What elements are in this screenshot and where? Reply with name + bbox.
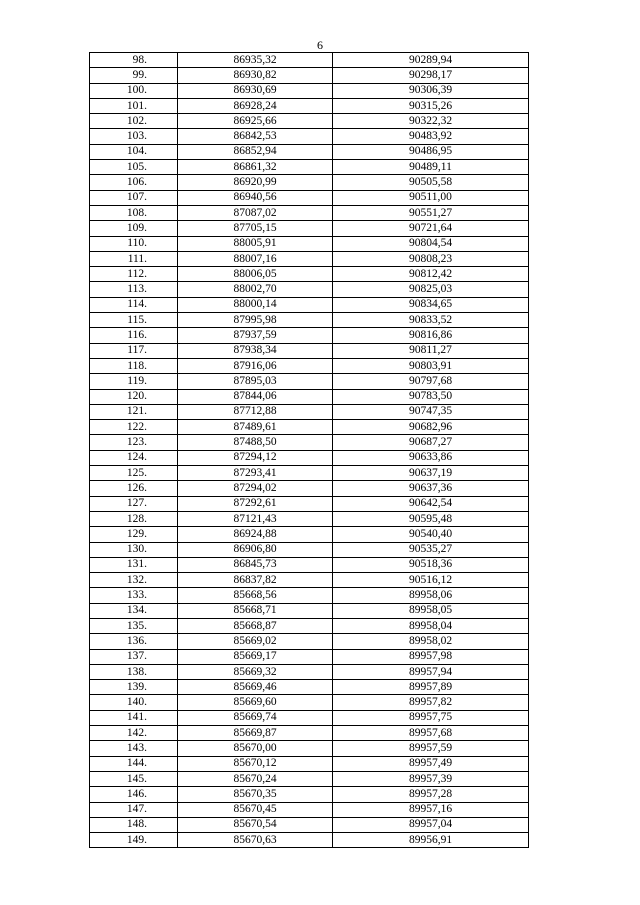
point-number-cell: 116. [90, 328, 178, 343]
point-number-cell: 131. [90, 557, 178, 572]
x-coordinate-cell: 85670,24 [178, 771, 333, 786]
table-row [90, 588, 529, 603]
y-coordinate-cell: 89957,59 [333, 741, 529, 756]
y-coordinate-cell: 90803,91 [333, 358, 529, 373]
table-row [90, 450, 529, 465]
point-number-cell: 108. [90, 205, 178, 220]
y-coordinate-cell: 90825,03 [333, 282, 529, 297]
table-row [90, 634, 529, 649]
point-number-cell: 100. [90, 83, 178, 98]
point-number-cell: 149. [90, 833, 178, 848]
point-number-cell: 133. [90, 588, 178, 603]
y-coordinate-cell: 90797,68 [333, 374, 529, 389]
point-number-cell: 139. [90, 680, 178, 695]
table-row [90, 420, 529, 435]
x-coordinate-cell: 85669,74 [178, 710, 333, 725]
table-row [90, 787, 529, 802]
point-number-cell: 145. [90, 771, 178, 786]
point-number-cell: 101. [90, 98, 178, 113]
point-number-cell: 114. [90, 297, 178, 312]
y-coordinate-cell: 89958,06 [333, 588, 529, 603]
y-coordinate-cell: 90505,58 [333, 175, 529, 190]
x-coordinate-cell: 85670,54 [178, 817, 333, 832]
x-coordinate-cell: 86837,82 [178, 573, 333, 588]
y-coordinate-cell: 90808,23 [333, 251, 529, 266]
y-coordinate-cell: 90783,50 [333, 389, 529, 404]
table-row [90, 557, 529, 572]
y-coordinate-cell: 89958,04 [333, 618, 529, 633]
point-number-cell: 121. [90, 404, 178, 419]
x-coordinate-cell: 85670,63 [178, 833, 333, 848]
table-row [90, 343, 529, 358]
point-number-cell: 137. [90, 649, 178, 664]
y-coordinate-cell: 90540,40 [333, 527, 529, 542]
table-row [90, 389, 529, 404]
x-coordinate-cell: 85670,35 [178, 787, 333, 802]
table-row [90, 496, 529, 511]
point-number-cell: 144. [90, 756, 178, 771]
table-row [90, 267, 529, 282]
point-number-cell: 128. [90, 511, 178, 526]
y-coordinate-cell: 90804,54 [333, 236, 529, 251]
x-coordinate-cell: 85670,45 [178, 802, 333, 817]
table-row [90, 726, 529, 741]
table-row [90, 129, 529, 144]
x-coordinate-cell: 85669,46 [178, 680, 333, 695]
y-coordinate-cell: 89958,02 [333, 634, 529, 649]
table-row [90, 98, 529, 113]
y-coordinate-cell: 90812,42 [333, 267, 529, 282]
y-coordinate-cell: 89957,28 [333, 787, 529, 802]
y-coordinate-cell: 89957,82 [333, 695, 529, 710]
table-row [90, 404, 529, 419]
x-coordinate-cell: 86845,73 [178, 557, 333, 572]
point-number-cell: 126. [90, 481, 178, 496]
point-number-cell: 120. [90, 389, 178, 404]
table-row [90, 221, 529, 236]
table-row [90, 328, 529, 343]
x-coordinate-cell: 86930,82 [178, 68, 333, 83]
point-number-cell: 141. [90, 710, 178, 725]
table-row [90, 190, 529, 205]
table-row [90, 374, 529, 389]
table-row [90, 771, 529, 786]
table-row [90, 817, 529, 832]
x-coordinate-cell: 87705,15 [178, 221, 333, 236]
point-number-cell: 99. [90, 68, 178, 83]
point-number-cell: 125. [90, 466, 178, 481]
y-coordinate-cell: 90637,36 [333, 481, 529, 496]
point-number-cell: 119. [90, 374, 178, 389]
point-number-cell: 142. [90, 726, 178, 741]
x-coordinate-cell: 87087,02 [178, 205, 333, 220]
table-row [90, 833, 529, 848]
table-row [90, 527, 529, 542]
y-coordinate-cell: 90687,27 [333, 435, 529, 450]
table-row [90, 466, 529, 481]
point-number-cell: 146. [90, 787, 178, 802]
x-coordinate-cell: 87294,12 [178, 450, 333, 465]
y-coordinate-cell: 90747,35 [333, 404, 529, 419]
x-coordinate-cell: 87844,06 [178, 389, 333, 404]
point-number-cell: 143. [90, 741, 178, 756]
point-number-cell: 104. [90, 144, 178, 159]
y-coordinate-cell: 90518,36 [333, 557, 529, 572]
y-coordinate-cell: 89957,75 [333, 710, 529, 725]
table-row [90, 251, 529, 266]
y-coordinate-cell: 90595,48 [333, 511, 529, 526]
x-coordinate-cell: 86861,32 [178, 160, 333, 175]
point-number-cell: 124. [90, 450, 178, 465]
x-coordinate-cell: 85669,87 [178, 726, 333, 741]
coordinates-table [89, 52, 529, 848]
y-coordinate-cell: 89957,04 [333, 817, 529, 832]
point-number-cell: 110. [90, 236, 178, 251]
table-row [90, 741, 529, 756]
point-number-cell: 132. [90, 573, 178, 588]
x-coordinate-cell: 87489,61 [178, 420, 333, 435]
point-number-cell: 127. [90, 496, 178, 511]
x-coordinate-cell: 85669,02 [178, 634, 333, 649]
y-coordinate-cell: 90816,86 [333, 328, 529, 343]
x-coordinate-cell: 86935,32 [178, 53, 333, 68]
point-number-cell: 102. [90, 114, 178, 129]
point-number-cell: 98. [90, 53, 178, 68]
point-number-cell: 136. [90, 634, 178, 649]
y-coordinate-cell: 89957,16 [333, 802, 529, 817]
y-coordinate-cell: 90551,27 [333, 205, 529, 220]
y-coordinate-cell: 90315,26 [333, 98, 529, 113]
x-coordinate-cell: 86920,99 [178, 175, 333, 190]
x-coordinate-cell: 86842,53 [178, 129, 333, 144]
y-coordinate-cell: 90306,39 [333, 83, 529, 98]
y-coordinate-cell: 89957,68 [333, 726, 529, 741]
point-number-cell: 103. [90, 129, 178, 144]
y-coordinate-cell: 89958,05 [333, 603, 529, 618]
point-number-cell: 134. [90, 603, 178, 618]
y-coordinate-cell: 90511,00 [333, 190, 529, 205]
table-row [90, 358, 529, 373]
point-number-cell: 130. [90, 542, 178, 557]
x-coordinate-cell: 87937,59 [178, 328, 333, 343]
point-number-cell: 115. [90, 313, 178, 328]
x-coordinate-cell: 86928,24 [178, 98, 333, 113]
y-coordinate-cell: 90833,52 [333, 313, 529, 328]
y-coordinate-cell: 90633,86 [333, 450, 529, 465]
point-number-cell: 113. [90, 282, 178, 297]
point-number-cell: 135. [90, 618, 178, 633]
point-number-cell: 118. [90, 358, 178, 373]
x-coordinate-cell: 87293,41 [178, 466, 333, 481]
table-row [90, 618, 529, 633]
x-coordinate-cell: 88006,05 [178, 267, 333, 282]
y-coordinate-cell: 90811,27 [333, 343, 529, 358]
table-row [90, 297, 529, 312]
y-coordinate-cell: 90289,94 [333, 53, 529, 68]
x-coordinate-cell: 86924,88 [178, 527, 333, 542]
table-row [90, 664, 529, 679]
point-number-cell: 140. [90, 695, 178, 710]
x-coordinate-cell: 87294,02 [178, 481, 333, 496]
x-coordinate-cell: 87121,43 [178, 511, 333, 526]
y-coordinate-cell: 90486,95 [333, 144, 529, 159]
point-number-cell: 111. [90, 251, 178, 266]
y-coordinate-cell: 90834,65 [333, 297, 529, 312]
table-row [90, 144, 529, 159]
table-row [90, 710, 529, 725]
table-row [90, 481, 529, 496]
y-coordinate-cell: 90489,11 [333, 160, 529, 175]
y-coordinate-cell: 90721,64 [333, 221, 529, 236]
table-row [90, 573, 529, 588]
y-coordinate-cell: 90483,92 [333, 129, 529, 144]
x-coordinate-cell: 86940,56 [178, 190, 333, 205]
table-row [90, 160, 529, 175]
point-number-cell: 106. [90, 175, 178, 190]
coordinates-table-body [90, 53, 529, 848]
x-coordinate-cell: 87895,03 [178, 374, 333, 389]
table-row [90, 695, 529, 710]
y-coordinate-cell: 89956,91 [333, 833, 529, 848]
page-number: 6 [317, 38, 323, 52]
table-row [90, 205, 529, 220]
x-coordinate-cell: 86852,94 [178, 144, 333, 159]
y-coordinate-cell: 90682,96 [333, 420, 529, 435]
y-coordinate-cell: 90637,19 [333, 466, 529, 481]
y-coordinate-cell: 90298,17 [333, 68, 529, 83]
point-number-cell: 147. [90, 802, 178, 817]
x-coordinate-cell: 85668,71 [178, 603, 333, 618]
table-row [90, 542, 529, 557]
table-row [90, 83, 529, 98]
point-number-cell: 109. [90, 221, 178, 236]
x-coordinate-cell: 87488,50 [178, 435, 333, 450]
table-row [90, 756, 529, 771]
table-row [90, 511, 529, 526]
x-coordinate-cell: 85668,56 [178, 588, 333, 603]
table-row [90, 603, 529, 618]
x-coordinate-cell: 87916,06 [178, 358, 333, 373]
y-coordinate-cell: 89957,94 [333, 664, 529, 679]
table-row [90, 649, 529, 664]
x-coordinate-cell: 86925,66 [178, 114, 333, 129]
y-coordinate-cell: 89957,98 [333, 649, 529, 664]
table-row [90, 282, 529, 297]
y-coordinate-cell: 90535,27 [333, 542, 529, 557]
y-coordinate-cell: 90642,54 [333, 496, 529, 511]
x-coordinate-cell: 86930,69 [178, 83, 333, 98]
x-coordinate-cell: 85669,60 [178, 695, 333, 710]
point-number-cell: 117. [90, 343, 178, 358]
table-row [90, 802, 529, 817]
x-coordinate-cell: 87712,88 [178, 404, 333, 419]
table-row [90, 435, 529, 450]
table-row [90, 114, 529, 129]
x-coordinate-cell: 85670,00 [178, 741, 333, 756]
table-row [90, 175, 529, 190]
point-number-cell: 123. [90, 435, 178, 450]
table-row [90, 53, 529, 68]
table-row [90, 236, 529, 251]
x-coordinate-cell: 88000,14 [178, 297, 333, 312]
y-coordinate-cell: 90322,32 [333, 114, 529, 129]
y-coordinate-cell: 89957,89 [333, 680, 529, 695]
point-number-cell: 107. [90, 190, 178, 205]
x-coordinate-cell: 87938,34 [178, 343, 333, 358]
point-number-cell: 129. [90, 527, 178, 542]
table-row [90, 313, 529, 328]
y-coordinate-cell: 89957,39 [333, 771, 529, 786]
x-coordinate-cell: 88002,70 [178, 282, 333, 297]
x-coordinate-cell: 85668,87 [178, 618, 333, 633]
x-coordinate-cell: 88007,16 [178, 251, 333, 266]
point-number-cell: 122. [90, 420, 178, 435]
point-number-cell: 112. [90, 267, 178, 282]
x-coordinate-cell: 88005,91 [178, 236, 333, 251]
point-number-cell: 148. [90, 817, 178, 832]
y-coordinate-cell: 90516,12 [333, 573, 529, 588]
table-row [90, 68, 529, 83]
y-coordinate-cell: 89957,49 [333, 756, 529, 771]
x-coordinate-cell: 86906,80 [178, 542, 333, 557]
table-row [90, 680, 529, 695]
x-coordinate-cell: 85669,17 [178, 649, 333, 664]
x-coordinate-cell: 87292,61 [178, 496, 333, 511]
point-number-cell: 138. [90, 664, 178, 679]
x-coordinate-cell: 87995,98 [178, 313, 333, 328]
x-coordinate-cell: 85669,32 [178, 664, 333, 679]
point-number-cell: 105. [90, 160, 178, 175]
x-coordinate-cell: 85670,12 [178, 756, 333, 771]
